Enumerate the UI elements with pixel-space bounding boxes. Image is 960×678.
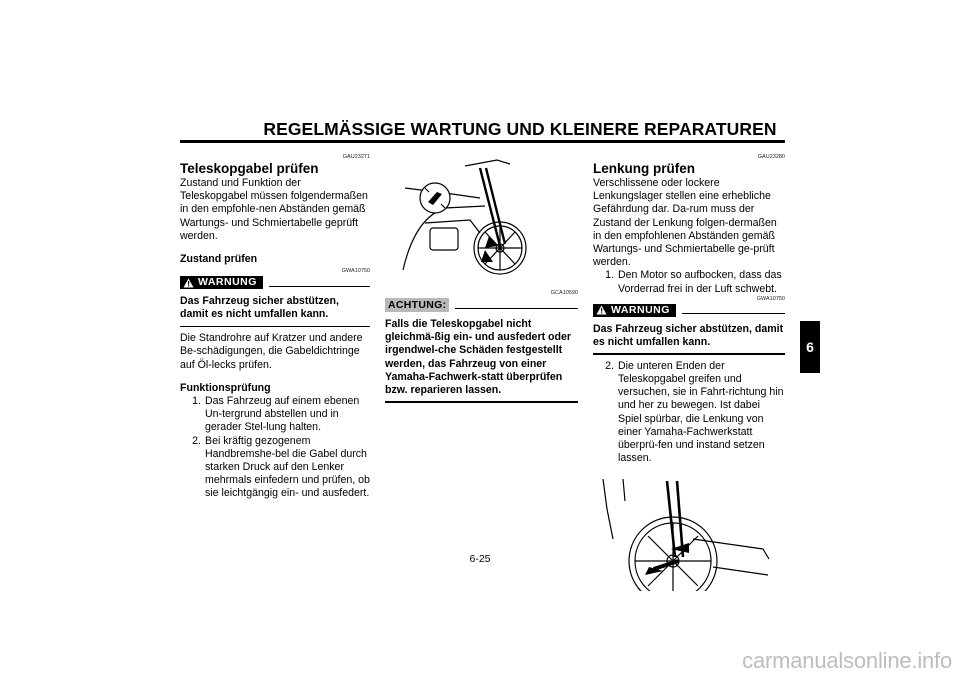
warning-text: Das Fahrzeug sicher abstützen, damit es nicht umfallen kann. [180, 295, 339, 321]
list-item [180, 395, 370, 435]
subheading-function: Funktionsprüfung [180, 381, 271, 394]
column-fork-caution [385, 154, 578, 408]
warning-triangle-icon [183, 278, 194, 288]
list-number: 1. [192, 394, 201, 407]
list-text: Bei kräftig gezogenem Handbremshe-bel die Gabel durch starken Druck auf den Lenker mehrmals einfedern und prüfen, ob sie leichtgängig ein- und ausfedert. [205, 434, 370, 500]
warning-label: WARNUNG [198, 276, 257, 289]
section-heading: Teleskopgabel prüfen [180, 161, 319, 176]
section-code: GAU23271 [342, 154, 370, 160]
list-text: Die unteren Enden der Teleskopgabel greifen und versuchen, sie in Fahrt-richtung hin und her zu bewegen. Ist dabei Spiel spürbar, die Lenkung von einer Yamaha-Fachwerkstatt überprü-fen und instand setzen lassen. [618, 359, 784, 465]
list-number: 2. [605, 359, 614, 372]
caution-header [385, 298, 578, 312]
caution-badge: ACHTUNG: [385, 298, 449, 312]
caution-line [455, 308, 578, 309]
section-heading: Lenkung prüfen [593, 161, 695, 176]
warning-header [180, 276, 370, 289]
warning-label: WARNUNG [611, 303, 670, 316]
intro-text: Verschlissene oder lockere Lenkungslager stellen eine erhebliche Gefährdung dar. Da-rum muss der Zustand der Lenkung folgen-dermaßen in den empfohlenen Abständen gemäß Wartungs- und Schmiertabelle ge-prüft werden. [593, 177, 777, 269]
list-item [593, 269, 785, 295]
warning-code: GWA10750 [341, 268, 370, 275]
list-text: Den Motor so aufbocken, dass das Vorderrad frei in der Luft schwebt. [618, 269, 782, 295]
front-wheel-steering-illustration [593, 479, 773, 591]
warning-text: Das Fahrzeug sicher abstützen, damit es nicht umfallen kann. [593, 322, 784, 349]
warning-line [269, 286, 370, 287]
watermark: carmanualsonline.info [742, 648, 952, 673]
condition-text: Die Standrohre auf Kratzer und andere Be-schädigungen, die Gabeldichtringe auf Öl-lecks prüfen. [180, 332, 363, 371]
column-fork-check [180, 154, 370, 501]
caution-text: Falls die Teleskopgabel nicht gleichmä-ßig ein- und ausfedert oder irgendwel-che Schäden festgestellt werden, das Fahrzeug von einer Yamaha-Fachwerk-statt überprüfen bzw. reparieren lassen. [385, 318, 572, 397]
warning-end-rule [180, 326, 370, 328]
list-number: 2. [192, 434, 201, 447]
section-code: GAU23280 [757, 154, 785, 160]
list-item [593, 360, 785, 466]
warning-badge [180, 276, 263, 289]
list-text: Das Fahrzeug auf einem ebenen Un-tergrund abstellen und in gerader Stel-lung halten. [205, 394, 360, 434]
intro-text: Zustand und Funktion der Teleskopgabel müssen folgendermaßen in den empfohle-nen Abständen gemäß Wartungs- und Schmiertabelle geprüft werden. [180, 177, 368, 242]
header-rule [180, 140, 785, 143]
caution-end-rule [385, 401, 578, 403]
subheading-condition: Zustand prüfen [180, 253, 258, 266]
caution-code: GCA10590 [550, 290, 578, 296]
warning-triangle-icon [596, 305, 607, 315]
warning-end-rule [593, 353, 785, 355]
motorcycle-fork-illustration [385, 158, 578, 276]
column-steering-check [593, 154, 785, 591]
warning-header [593, 304, 785, 317]
warning-code: GWA10750 [756, 295, 785, 302]
page-header-title: REGELMÄSSIGE WARTUNG UND KLEINERE REPARATUREN [263, 119, 777, 139]
warning-line [682, 313, 785, 314]
list-item [180, 435, 370, 501]
page-number: 6-25 [469, 553, 491, 565]
warning-badge [593, 304, 676, 317]
chapter-tab: 6 [800, 321, 820, 373]
list-number: 1. [605, 269, 614, 282]
